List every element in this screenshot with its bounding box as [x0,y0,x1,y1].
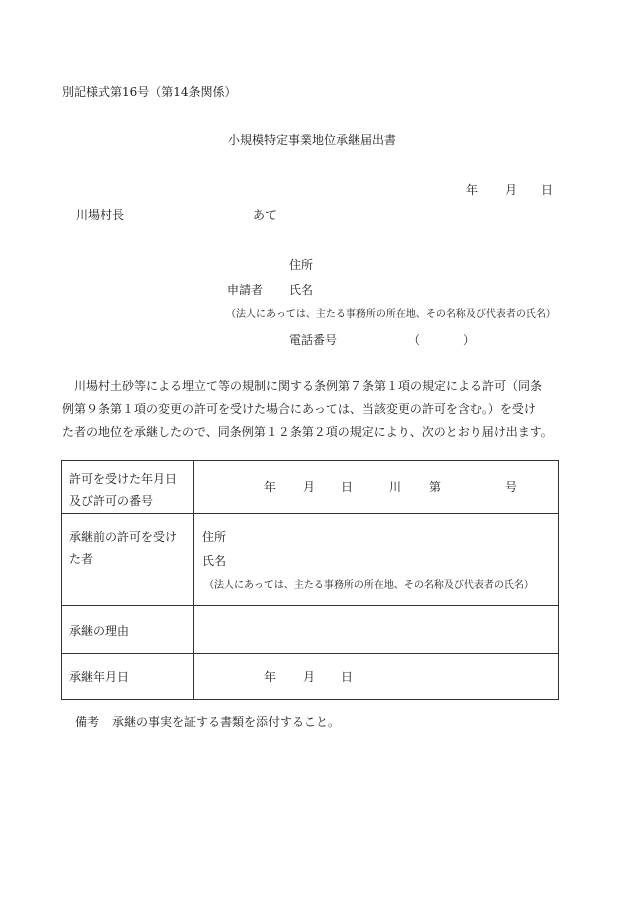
predecessor-value-cell [194,514,558,605]
applicant-address-label: 住所 [289,258,314,272]
permit-year-label: 年 [264,480,277,494]
permit-label-line: 許可を受けた年月日 [69,472,178,486]
succession-date-value-cell [194,654,558,699]
applicant-role-label: 申請者 [227,283,264,297]
succession-month-label: 月 [303,670,316,684]
remarks-label: 備考 [75,715,100,729]
table-row-succession-date [62,653,558,699]
details-table [61,460,559,700]
applicant-corp-note: （法人にあっては、主たる事務所の所在地、その名称及び代表者の氏名） [226,309,556,320]
body-line: 川場村土砂等による埋立て等の規制に関する条例第７条第１項の規定による許可（同条 [74,379,543,393]
reason-label-cell: 承継の理由 [62,606,194,653]
permit-kawa-label: 川 [389,480,402,494]
predecessor-label-line: 承継前の許可を受け [69,530,178,544]
remarks-text: 承継の事実を証する書類を添付すること。 [112,715,341,729]
date-month-label: 月 [505,183,518,197]
permit-label-line: 及び許可の番号 [69,494,154,508]
permit-month-label: 月 [303,480,316,494]
table-row-predecessor [62,513,558,605]
addressee-name: 川場村長 [76,208,125,222]
phone-open-paren: （ [408,333,421,347]
applicant-phone-label: 電話番号 [289,333,338,347]
addressee-suffix: あて [253,208,278,222]
page-title: 小規模特定事業地位承継届出書 [228,133,397,147]
date-day-label: 日 [541,183,554,197]
table-row-reason [62,605,558,653]
reason-value-cell [194,606,558,653]
permit-value-cell [194,461,558,513]
succession-year-label: 年 [264,670,277,684]
predecessor-address-label: 住所 [202,530,227,544]
permit-dai-label: 第 [429,480,442,494]
body-line: 例第９条第１項の変更の許可を受けた場合にあっては、当該変更の許可を含む。）を受け [62,402,536,416]
permit-day-label: 日 [341,480,354,494]
succession-date-label-cell: 承継年月日 [62,654,194,699]
predecessor-name-label: 氏名 [202,554,227,568]
predecessor-label-line: た者 [69,552,94,566]
form-number: 別記様式第16号（第14条関係） [62,85,237,99]
succession-day-label: 日 [341,670,354,684]
body-line: た者の地位を承継したので、同条例第１２条第２項の規定により、次のとおり届け出ます。 [62,425,553,439]
permit-label-cell [62,461,194,513]
table-row-permit [62,461,558,513]
predecessor-corp-note: （法人にあっては、主たる事務所の所在地、その名称及び代表者の氏名） [204,580,534,591]
body-paragraph [62,375,582,444]
predecessor-label-cell [62,514,194,605]
phone-close-paren: ） [463,333,476,347]
applicant-name-label: 氏名 [289,283,314,297]
permit-go-label: 号 [505,480,518,494]
date-year-label: 年 [466,183,479,197]
